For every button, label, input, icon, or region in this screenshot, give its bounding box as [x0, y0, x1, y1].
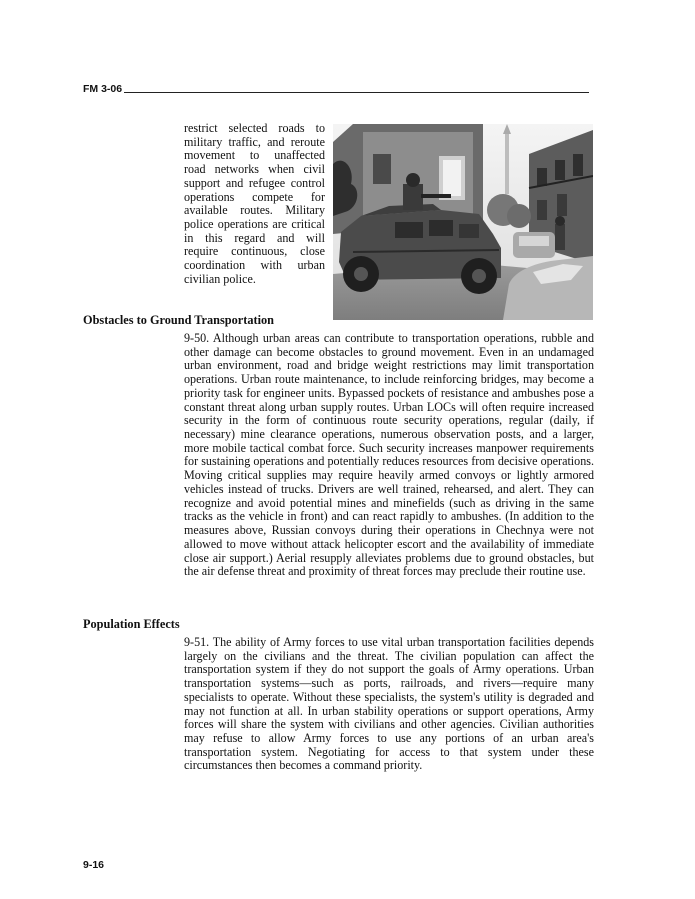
section-heading-obstacles: Obstacles to Ground Transportation	[83, 313, 274, 327]
intro-paragraph: restrict selected roads to military traffic, and reroute movement to unaffected road networks when civil support and refugee control operations compete for available routes. Military police operations are critical in this regard and will require continuous, close coordination with urban civilian police.	[184, 121, 325, 286]
page-number: 9-16	[83, 859, 105, 871]
humvee-street-photo	[333, 124, 593, 320]
paragraph-9-50: 9-50. Although urban areas can contribute to transportation operations, rubble and other damage can become obstacles to ground movement. Even in an undamaged urban environment, road and bridge weight restrictions may limit transportation operations. Urban route maintenance, to include reinforcing bridges, may become a priority task for engineer units. Bypassed pockets of resistance and ambushes pose a constant threat along urban supply routes. Urban LOCs will often require increased security in the form of continuous route security operations, regular (daily, if necessary) mine clearance operations, numerous observation posts, and a larger, more mobile tactical combat force. Such security increases manpower requirements for sustaining operations and potentially reduces resources from decisive operations. Moving critical supplies may require heavily armed convoys or lightly armored vehicles instead of trucks. Drivers are well trained, rehearsed, and alert. They can recognize and avoid potential mines and minefields (such as driving in the same tracks as the vehicle in front) and can react rapidly to ambushes. (In addition to the measures above, Russian convoys during their operations in Chechnya were not allowed to move without attack helicopter escort and the availability of immediate close air support.) Aerial resupply alleviates problems due to ground obstacles, but the air defense threat and proximity of threat forces may preclude their routine use.	[184, 331, 594, 579]
manual-id: FM 3-06	[83, 83, 123, 95]
header-rule	[124, 92, 589, 93]
paragraph-9-51: 9-51. The ability of Army forces to use vital urban transportation facilities depends largely on the civilians and the threat. The civilian population can affect the transportation system if they do not support the goals of Army operations. Urban transportation systems—such as ports, railroads, and rivers—require many specialists to operate. Without these specialists, the system's utility is degraded and may not function at all. In urban stability operations or support operations, Army forces will share the system with civilians and other agencies. Civilian authorities may refuse to allow Army forces to use any portions of an urban area's transportation system. Negotiating for access to that system under these circumstances then becomes a command priority.	[184, 635, 594, 773]
section-heading-population: Population Effects	[83, 617, 180, 631]
